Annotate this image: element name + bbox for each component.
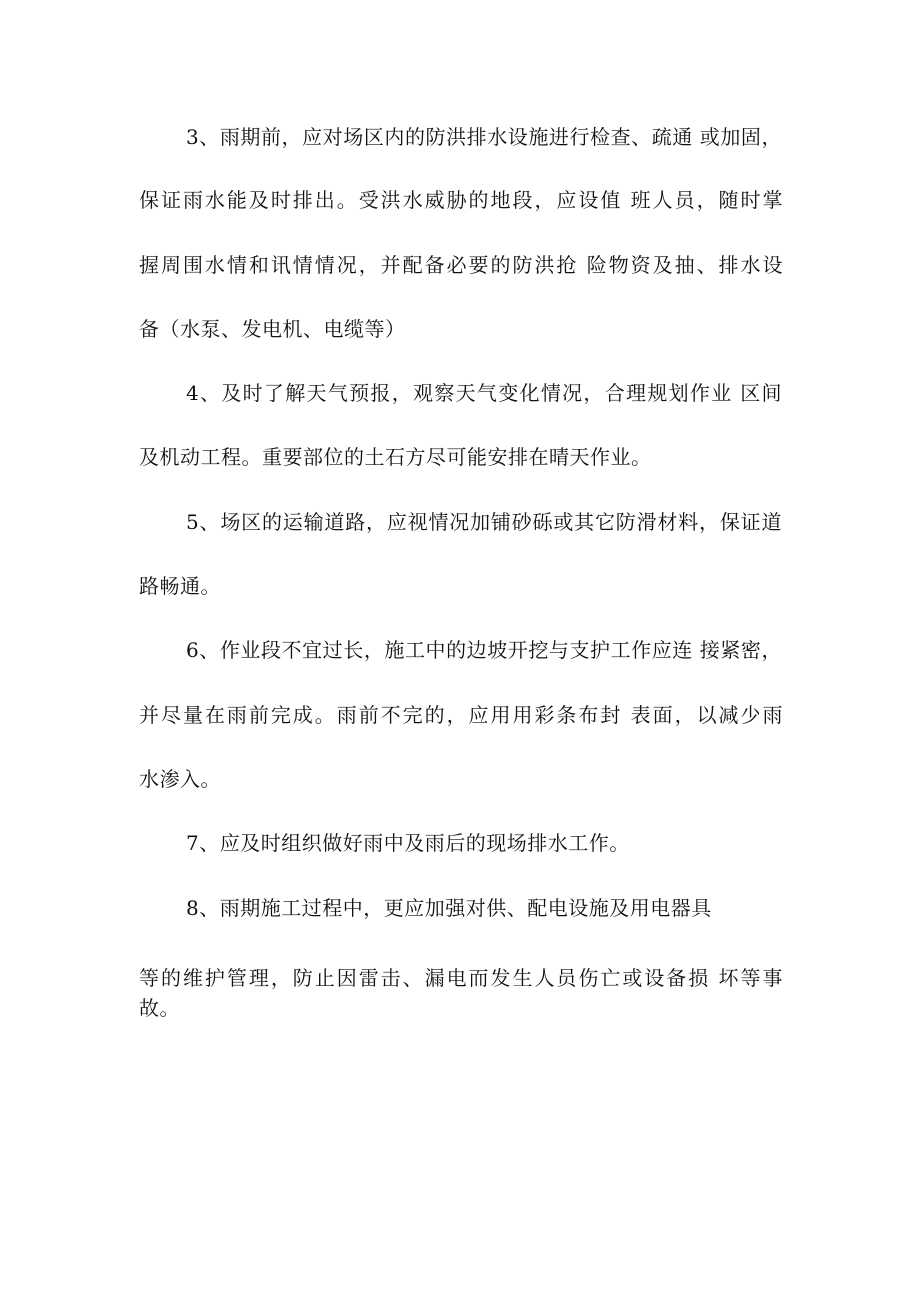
text-line: 6、作业段不宜过长，施工中的边坡开挖与支护工作应连 接紧密， xyxy=(186,638,782,662)
text-line: 3、雨期前，应对场区内的防洪排水设施进行检查、疏通 或加固， xyxy=(186,125,782,149)
text-line: 7、应及时组织做好雨中及雨后的现场排水工作。 xyxy=(186,831,630,855)
text-line: 等的维护管理，防止因雷击、漏电而发生人员伤亡或设备损 坏等事 xyxy=(139,966,783,990)
text-line: 4、及时了解天气预报，观察天气变化情况，合理规划作业 区间 xyxy=(186,381,782,405)
text-line: 保证雨水能及时排出。受洪水威胁的地段，应设值 班人员，随时掌 xyxy=(139,188,783,212)
text-line: 及机动工程。重要部位的土石方尽可能安排在晴天作业。 xyxy=(139,445,652,469)
text-line: 路畅通。 xyxy=(139,574,221,598)
text-line: 并尽量在雨前完成。雨前不完的，应用用彩条布封 表面，以减少雨 xyxy=(139,703,783,727)
text-line: 故。 xyxy=(139,996,180,1020)
text-line: 水渗入。 xyxy=(139,767,221,791)
text-line: 备（水泵、发电机、电缆等） xyxy=(139,317,406,341)
text-line: 5、场区的运输道路，应视情况加铺砂砾或其它防滑材料，保证道 xyxy=(186,510,782,534)
text-line: 握周围水情和讯情情况，并配备必要的防洪抢 险物资及抽、排水设 xyxy=(139,253,783,277)
text-line: 8、雨期施工过程中，更应加强对供、配电设施及用电器具 xyxy=(186,896,712,920)
